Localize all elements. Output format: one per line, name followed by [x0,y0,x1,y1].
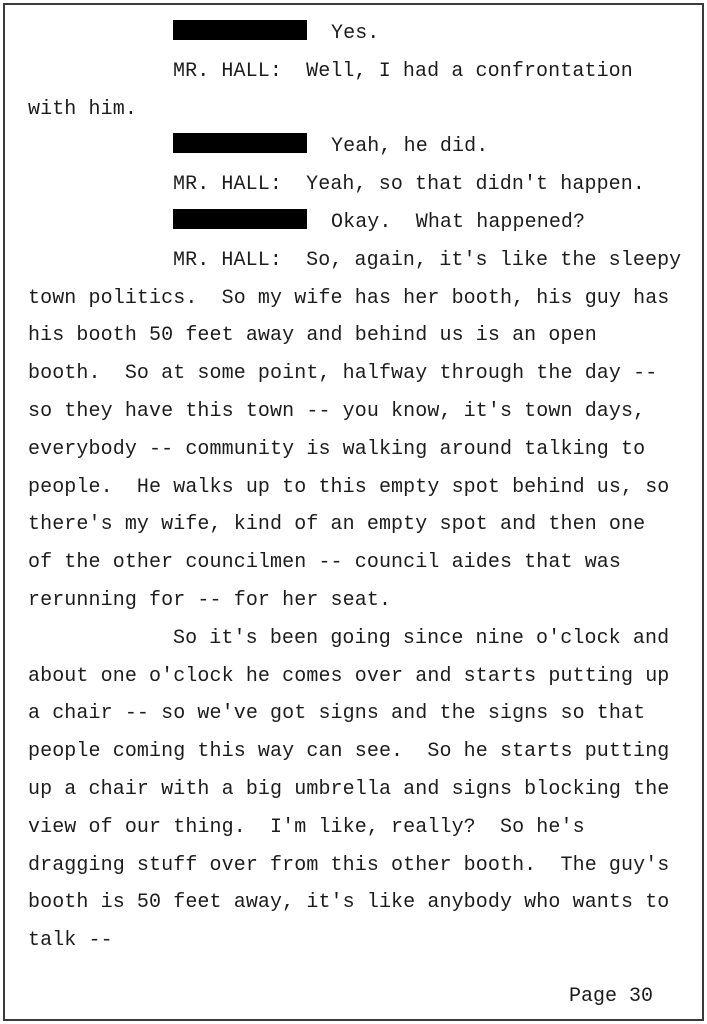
redaction-bar [173,20,307,40]
redaction-bar [173,209,307,229]
transcript-line: people coming this way can see. So he starts putting [28,740,670,764]
transcript-line: rerunning for -- for her seat. [28,588,392,612]
transcript-line: up a chair with a big umbrella and signs blocking the [28,777,670,801]
transcript-line: everybody -- community is walking around talking to [28,437,646,461]
transcript-line: MR. HALL: So, again, it's like the sleepy [173,248,682,272]
transcript-line: a chair -- so we've got signs and the signs so that [28,702,646,726]
transcript-line: about one o'clock he comes over and starts putting up [28,664,670,688]
transcript-line: of the other councilmen -- council aides that was [28,551,621,575]
transcript-line: his booth 50 feet away and behind us is an open [28,324,597,348]
transcript-line: talk -- [28,929,113,953]
transcript-line: Yes. [28,15,697,53]
transcript-line: with him. [28,97,137,121]
transcript-line: so they have this town -- you know, it's town days, [28,399,646,423]
transcript-line: So it's been going since nine o'clock and [173,626,670,650]
transcript-line: Okay. What happened? [28,204,697,242]
transcript-body [28,15,697,960]
transcript-line: view of our thing. I'm like, really? So he's [28,815,585,839]
transcript-line: dragging stuff over from this other booth. The guy's [28,853,670,877]
transcript-line: Yeah, he did. [28,128,697,166]
transcript-line: MR. HALL: Yeah, so that didn't happen. [173,173,645,197]
transcript-line: MR. HALL: Well, I had a confrontation [173,59,633,83]
transcript-line: booth. So at some point, halfway through the day -- [28,362,658,386]
transcript-line: there's my wife, kind of an empty spot and then one [28,513,646,537]
transcript-line: people. He walks up to this empty spot behind us, so [28,475,670,499]
page-number: Page 30 [568,985,653,1008]
redaction-bar [173,133,307,153]
transcript-line: booth is 50 feet away, it's like anybody who wants to [28,891,670,915]
transcript-line: town politics. So my wife has her booth, his guy has [28,286,670,310]
